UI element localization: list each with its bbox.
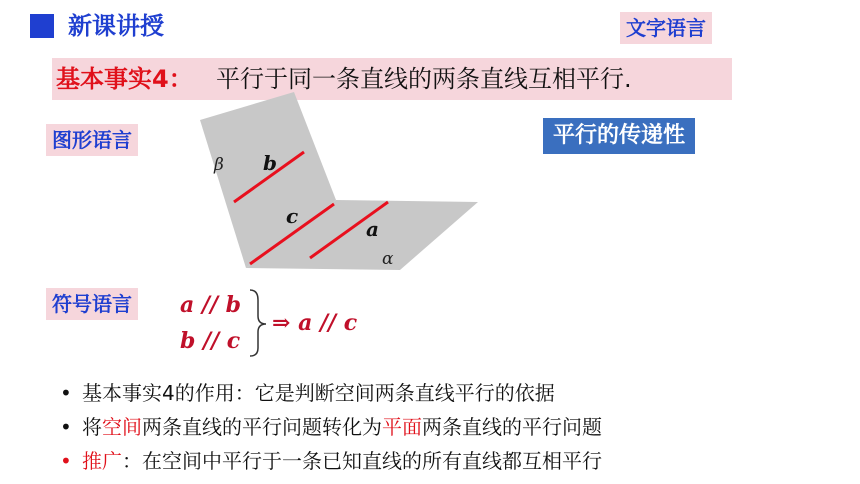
page-title: 新课讲授: [68, 12, 164, 40]
list-item: [60, 446, 602, 476]
figure-language-tag: 图形语言: [46, 124, 138, 156]
symbol-language-tag: 符号语言: [46, 288, 138, 320]
highlight-generalization: 推广: [82, 449, 122, 473]
bullet-icon: •: [60, 415, 72, 439]
bullet-text: 将: [82, 415, 102, 439]
transitivity-tag: 平行的传递性: [543, 118, 695, 154]
bullet-text: ：在空间中平行于一条已知直线的所有直线都互相平行: [122, 449, 602, 473]
symbol-premise-2: b // c: [180, 328, 241, 354]
label-a: a: [366, 217, 379, 241]
bullet-text: 两条直线的平行问题转化为: [142, 415, 382, 439]
fact-label: 基本事实4：: [56, 65, 193, 93]
list-item: [60, 378, 555, 408]
label-beta: β: [214, 155, 224, 175]
label-b: b: [263, 151, 277, 175]
list-item: [60, 412, 602, 442]
bullet-text: 基本事实4的作用：它是判断空间两条直线平行的依据: [82, 381, 555, 405]
brace-icon: [250, 290, 266, 356]
label-c: c: [286, 204, 299, 228]
label-alpha: α: [382, 249, 394, 269]
bullet-text: 两条直线的平行问题: [422, 415, 602, 439]
bullet-icon: •: [60, 381, 72, 405]
bullet-icon: •: [60, 449, 72, 473]
highlight-plane: 平面: [382, 415, 422, 439]
highlight-space: 空间: [102, 415, 142, 439]
fact-statement: 平行于同一条直线的两条直线互相平行.: [216, 65, 632, 93]
symbol-premise-1: a // b: [180, 292, 242, 318]
text-language-tag: 文字语言: [620, 12, 712, 44]
symbol-conclusion: ⇒ a // c: [272, 310, 358, 336]
